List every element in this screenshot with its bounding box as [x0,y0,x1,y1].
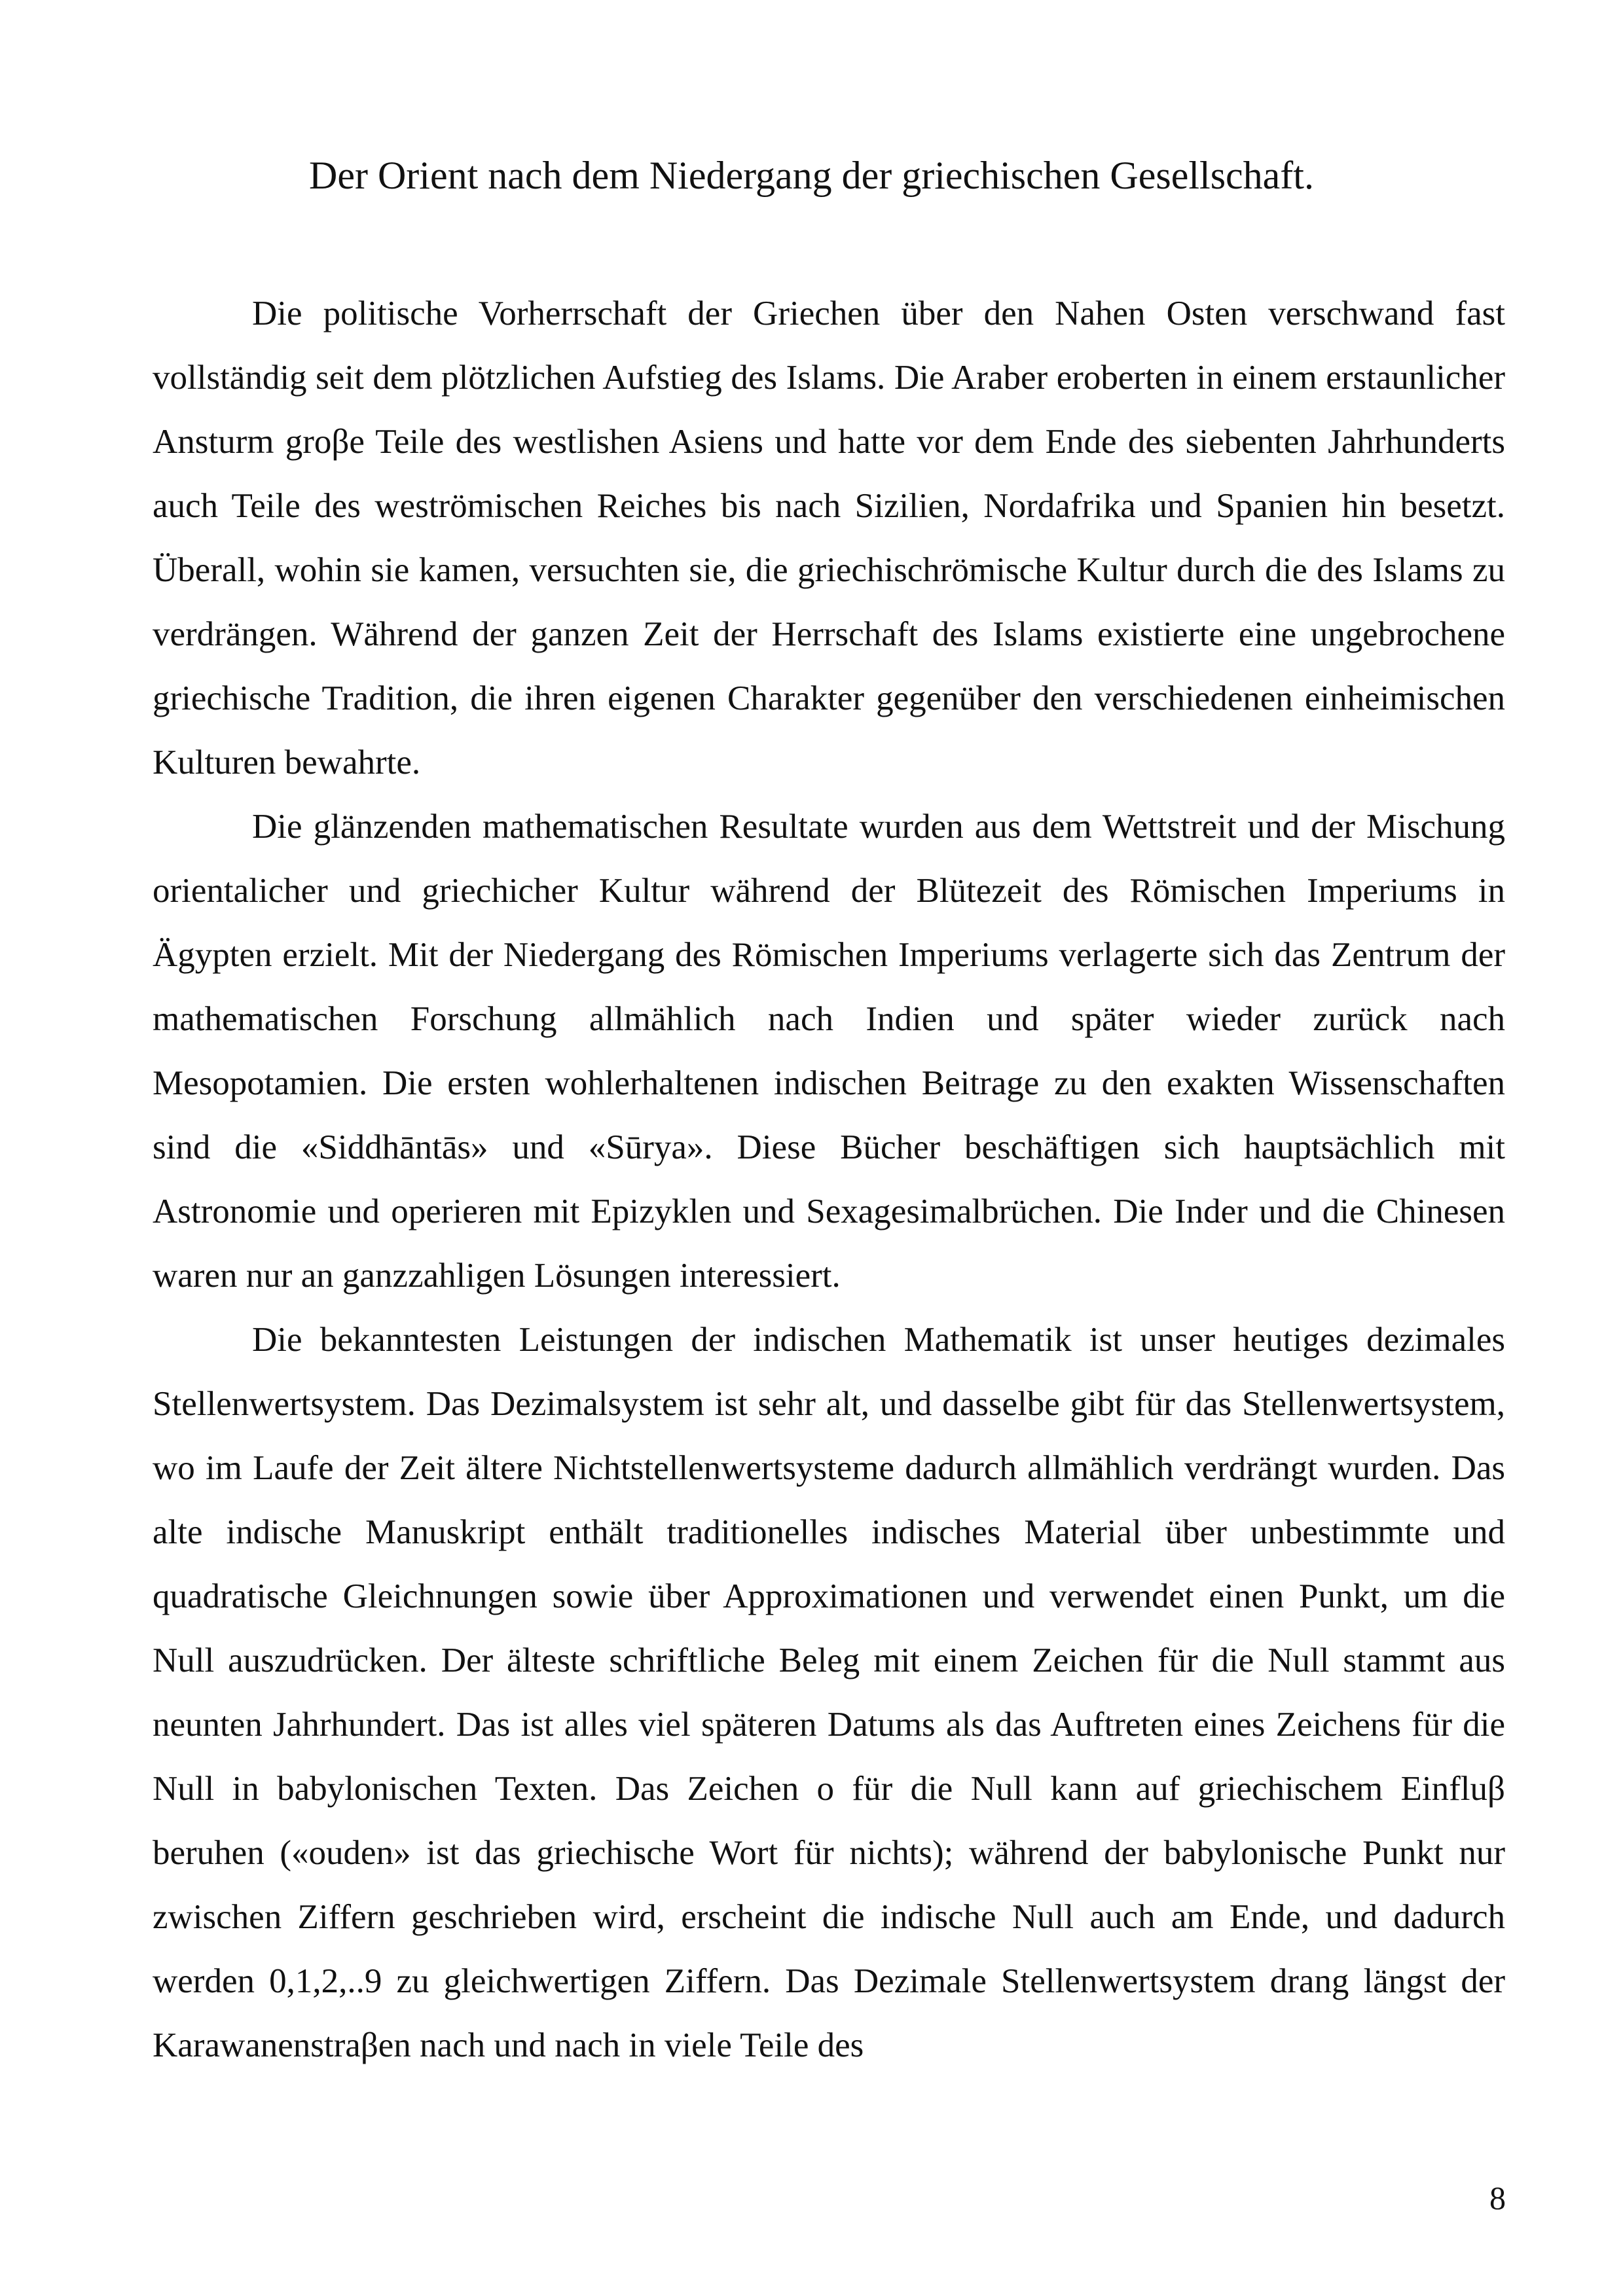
paragraph-1: Die politische Vorherrschaft der Griechen über den Nahen Osten verschwand fast vollständig seit dem plötzlichen Aufstieg des Islams. Die Araber eroberten in einem erstaunlicher Ansturm groβe Teile des westlishen Asiens und hatte vor dem Ende des siebenten Jahrhunderts auch Teile des weströmischen Reiches bis nach Sizilien, Nordafrika und Spanien hin besetzt. Überall, wohin sie kamen, versuchten sie, die griechischrömische Kultur durch die des Islams zu verdrängen. Während der ganzen Zeit der Herrschaft des Islams existierte eine ungebrochene griechische Tradition, die ihren eigenen Charakter gegenüber den verschiedenen einheimischen Kulturen bewahrte. [153,295,1505,781]
paragraph-3: Die bekanntesten Leistungen der indischen Mathematik ist unser heutiges dezimales Stellenwertsystem. Das Dezimalsystem ist sehr alt, und dasselbe gibt für das Stellenwertsystem, wo im Laufe der Zeit ältere Nichtstellenwertsysteme dadurch allmählich verdrängt wurden. Das alte indische Manuskript enthält traditionelles indisches Material über unbestimmte und quadratische Gleichnungen sowie über Approximationen und verwendet einen Punkt, um die Null auszudrücken. Der älteste schriftliche Beleg mit einem Zeichen für die Null stammt aus neunten Jahrhundert. Das ist alles viel späteren Datums als das Auftreten eines Zeichens für die Null in babylonischen Texten. Das Zeichen o für die Null kann auf griechischem Einfluβ beruhen («ouden» ist das griechische Wort für nichts); während der babylonische Punkt nur zwischen Ziffern geschrieben wird, erscheint die indische Null auch am Ende, und dadurch werden 0,1,2,..9 zu gleichwertigen Ziffern. Das Dezimale Stellenwertsystem drang längst der Karawanenstraβen nach und nach in viele Teile des [153,1321,1505,2064]
body-text [153,281,1505,2077]
page-title: Der Orient nach dem Niedergang der griechischen Gesellschaft. [309,154,1314,197]
page-number: 8 [1489,2179,1506,2216]
paragraph-2: Die glänzenden mathematischen Resultate wurden aus dem Wettstreit und der Mischung orientalicher und griechicher Kultur während der Blütezeit des Römischen Imperiums in Ägypten erzielt. Mit der Niedergang des Römischen Imperiums verlagerte sich das Zentrum der mathematischen Forschung allmählich nach Indien und später wieder zurück nach Mesopotamien. Die ersten wohlerhaltenen indischen Beitrage zu den exakten Wissenschaften sind die «Siddhāntās» und «Sūrya». Diese Bücher beschäftigen sich hauptsächlich mit Astronomie und operieren mit Epizyklen und Sexagesimalbrüchen. Die Inder und die Chinesen waren nur an ganzzahligen Lösungen interessiert. [153,808,1505,1295]
